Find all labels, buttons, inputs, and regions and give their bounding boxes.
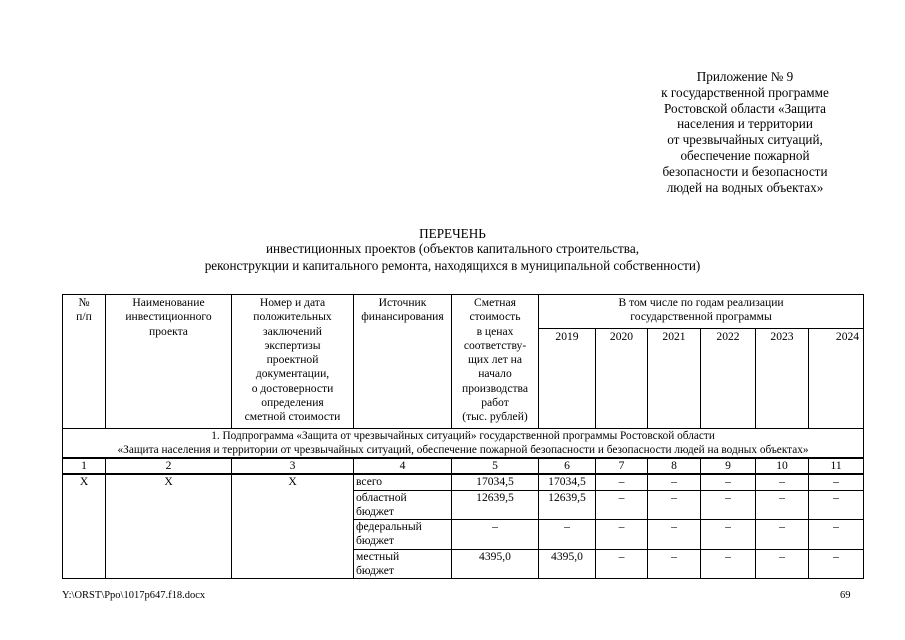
cost-cell: 4395,0 xyxy=(452,549,539,579)
year-cell: – xyxy=(809,549,864,579)
source-cell: всего xyxy=(354,474,452,490)
document-title: ПЕРЕЧЕНЬ xyxy=(419,226,486,241)
header-num: № п/п xyxy=(63,295,106,429)
column-number: 9 xyxy=(701,458,756,474)
document-subtitle-line-2: реконструкции и капитального ремонта, находящихся в муниципальной собственности) xyxy=(204,258,701,273)
cost-cell: – xyxy=(452,520,539,550)
appendix-block xyxy=(600,69,890,195)
year-cell: – xyxy=(701,520,756,550)
header-year-2021: 2021 xyxy=(648,329,701,429)
footer-file-path: Y:\ORST\Ppo\1017p647.f18.docx xyxy=(62,590,206,601)
year-cell: – xyxy=(596,520,648,550)
column-number: 10 xyxy=(756,458,809,474)
source-cell: местный бюджет xyxy=(354,549,452,579)
column-number: 6 xyxy=(539,458,596,474)
year-cell: – xyxy=(809,520,864,550)
year-cell: – xyxy=(648,549,701,579)
year-cell: – xyxy=(701,490,756,520)
year-cell: – xyxy=(648,520,701,550)
year-cell: – xyxy=(756,549,809,579)
year-cell: – xyxy=(809,490,864,520)
column-number: 5 xyxy=(452,458,539,474)
year-cell: 12639,5 xyxy=(539,490,596,520)
year-cell: – xyxy=(648,474,701,490)
year-cell: 4395,0 xyxy=(539,549,596,579)
appendix-line: к государственной программе xyxy=(661,84,829,100)
column-number: 2 xyxy=(106,458,232,474)
row-mark: X xyxy=(232,474,354,579)
header-year-2019: 2019 xyxy=(539,329,596,429)
appendix-line: населения и территории xyxy=(677,116,813,132)
year-cell: – xyxy=(756,490,809,520)
appendix-line: обеспечение пожарной xyxy=(680,147,810,163)
footer-page-number: 69 xyxy=(840,590,851,601)
column-number: 11 xyxy=(809,458,864,474)
row-mark: X xyxy=(63,474,106,579)
appendix-line: Приложение № 9 xyxy=(696,69,794,84)
year-cell: – xyxy=(596,549,648,579)
header-year-2022: 2022 xyxy=(701,329,756,429)
header-funding-source: Источник финансирования xyxy=(354,295,452,429)
header-project-name: Наименование инвестиционного проекта xyxy=(106,295,232,429)
year-cell: – xyxy=(539,520,596,550)
appendix-line: людей на водных объектах» xyxy=(666,179,824,195)
year-cell: – xyxy=(701,549,756,579)
cost-cell: 12639,5 xyxy=(452,490,539,520)
year-cell: 17034,5 xyxy=(539,474,596,490)
header-year-2023: 2023 xyxy=(756,329,809,429)
cost-cell: 17034,5 xyxy=(452,474,539,490)
year-cell: – xyxy=(648,490,701,520)
column-number: 3 xyxy=(232,458,354,474)
column-number: 1 xyxy=(63,458,106,474)
header-year-2020: 2020 xyxy=(596,329,648,429)
column-number: 7 xyxy=(596,458,648,474)
row-mark: X xyxy=(106,474,232,579)
header-estimated-cost: Сметная стоимость в ценах соответству- щих лет на начало производства работ (тыс. рублей) xyxy=(452,295,539,429)
source-cell: областной бюджет xyxy=(354,490,452,520)
year-cell: – xyxy=(756,474,809,490)
subprogram-title: 1. Подпрограмма «Защита от чрезвычайных ситуаций» государственной программы Ростовской области «Защита населения и территории от чрезвычайных ситуаций, обеспечение пожарной безопасности и безопасности людей на водных объектах» xyxy=(63,429,864,459)
appendix-line: от чрезвычайных ситуаций, xyxy=(667,132,823,148)
year-cell: – xyxy=(596,474,648,490)
header-year-2024: 2024 xyxy=(809,329,864,429)
header-years-group: В том числе по годам реализации государственной программы xyxy=(539,295,864,329)
document-subtitle-line-1: инвестиционных проектов (объектов капитального строительства, xyxy=(265,241,640,256)
year-cell: – xyxy=(756,520,809,550)
investment-projects-table xyxy=(62,294,864,579)
appendix-line: Ростовской области «Защита xyxy=(663,100,827,116)
year-cell: – xyxy=(809,474,864,490)
column-number: 4 xyxy=(354,458,452,474)
header-conclusions: Номер и дата положительных заключений экспертизы проектной документации, о достоверности определения сметной стоимости xyxy=(232,295,354,429)
year-cell: – xyxy=(701,474,756,490)
column-number: 8 xyxy=(648,458,701,474)
appendix-line: безопасности и безопасности xyxy=(662,163,828,179)
source-cell: федеральный бюджет xyxy=(354,520,452,550)
year-cell: – xyxy=(596,490,648,520)
